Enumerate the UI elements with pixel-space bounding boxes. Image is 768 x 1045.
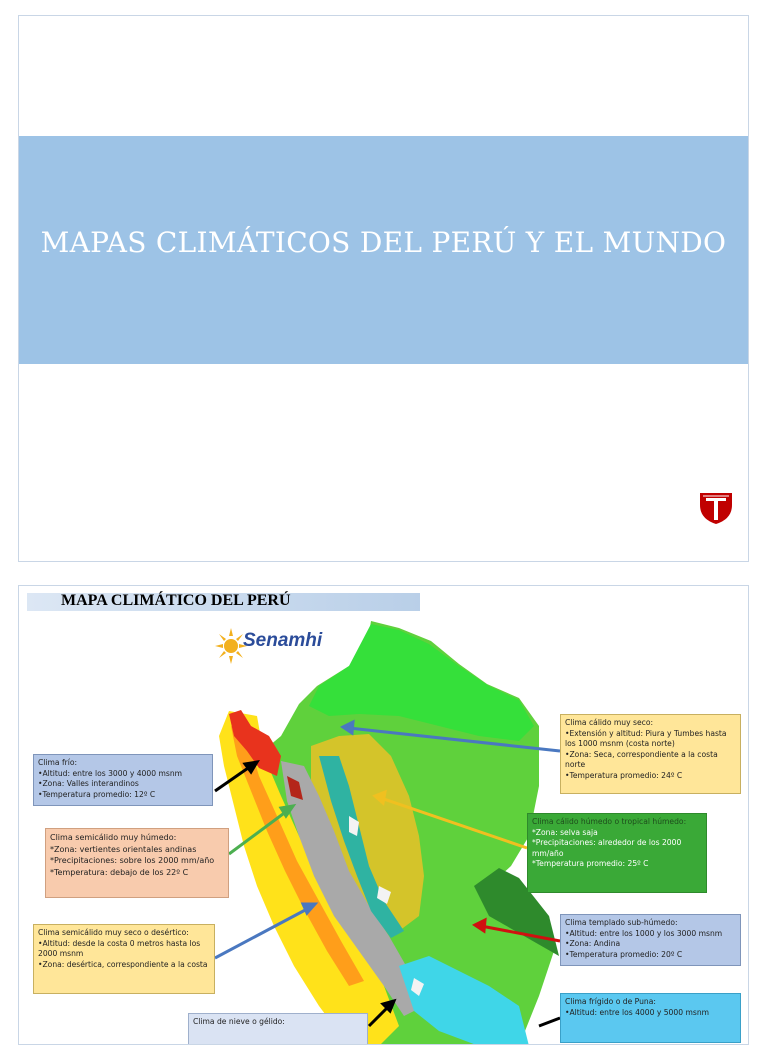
climate-title: Clima templado sub-húmedo:: [565, 918, 678, 927]
climate-line: •Zona: desértica, correspondiente a la costa: [38, 959, 208, 969]
climate-line: •Altitud: desde la costa 0 metros hasta los 2000 msnm: [38, 938, 201, 958]
climate-title: Clima frígido o de Puna:: [565, 997, 656, 1006]
climate-box-templado: [560, 914, 741, 966]
climate-box-frio: [33, 754, 213, 806]
climate-line: *Zona: selva saja: [532, 827, 598, 837]
climate-title: Clima de nieve o gélido:: [193, 1017, 285, 1026]
climate-line: *Temperatura: debajo de los 22º C: [50, 867, 189, 877]
climate-title: Clima frío:: [38, 758, 78, 767]
map-title: MAPA CLIMÁTICO DEL PERÚ: [61, 592, 291, 609]
climate-title: Clima semicálido muy seco o desértico:: [38, 928, 189, 937]
climate-title: Clima cálido muy seco:: [565, 718, 654, 727]
climate-line: •Zona: Valles interandinos: [38, 779, 139, 788]
climate-line: •Temperatura promedio: 12º C: [38, 789, 156, 799]
climate-line: *Precipitaciones: alrededor de los 2000 mm/año: [532, 838, 682, 858]
climate-box-calido-humedo: [527, 813, 707, 893]
climate-title: Clima semicálido muy húmedo:: [50, 833, 177, 842]
utp-shield-icon: [698, 489, 734, 525]
title-slide: [18, 15, 749, 562]
map-slide: [18, 585, 749, 1045]
climate-line: •Zona: Andina: [565, 939, 621, 948]
climate-line: •Temperatura promedio: 24º C: [565, 770, 683, 780]
climate-line: •Altitud: entre los 3000 y 4000 msnm: [38, 768, 183, 778]
climate-line: *Temperatura promedio: 25º C: [532, 859, 649, 868]
climate-line: *Precipitaciones: sobre los 2000 mm/año: [50, 856, 215, 865]
climate-line: •Extensión y altitud: Piura y Tumbes hasta los 1000 msnm (costa norte): [565, 728, 727, 748]
slide-title: MAPAS CLIMÁTICOS DEL PERÚ Y EL MUNDO: [40, 226, 727, 259]
climate-line: •Zona: Seca, correspondiente a la costa norte: [565, 749, 718, 769]
title-band: [19, 136, 748, 364]
climate-line: •Altitud: entre los 4000 y 5000 msnm: [565, 1007, 710, 1017]
climate-box-semicalido-humedo: [45, 828, 229, 898]
arrow-puna: [539, 1018, 560, 1026]
climate-line: *Zona: vertientes orientales andinas: [50, 844, 197, 854]
climate-line: •Temperatura promedio: 20º C: [565, 949, 683, 959]
senamhi-name: Senamhi: [243, 630, 323, 651]
climate-box-calido-muy-seco: [560, 714, 741, 794]
climate-box-semicalido-seco: [33, 924, 215, 994]
climate-box-nieve: [188, 1013, 368, 1045]
climate-title: Clima cálido húmedo o tropical húmedo:: [532, 817, 687, 826]
climate-line: •Altitud: entre los 1000 y los 3000 msnm: [565, 928, 723, 938]
climate-box-puna: [560, 993, 741, 1043]
